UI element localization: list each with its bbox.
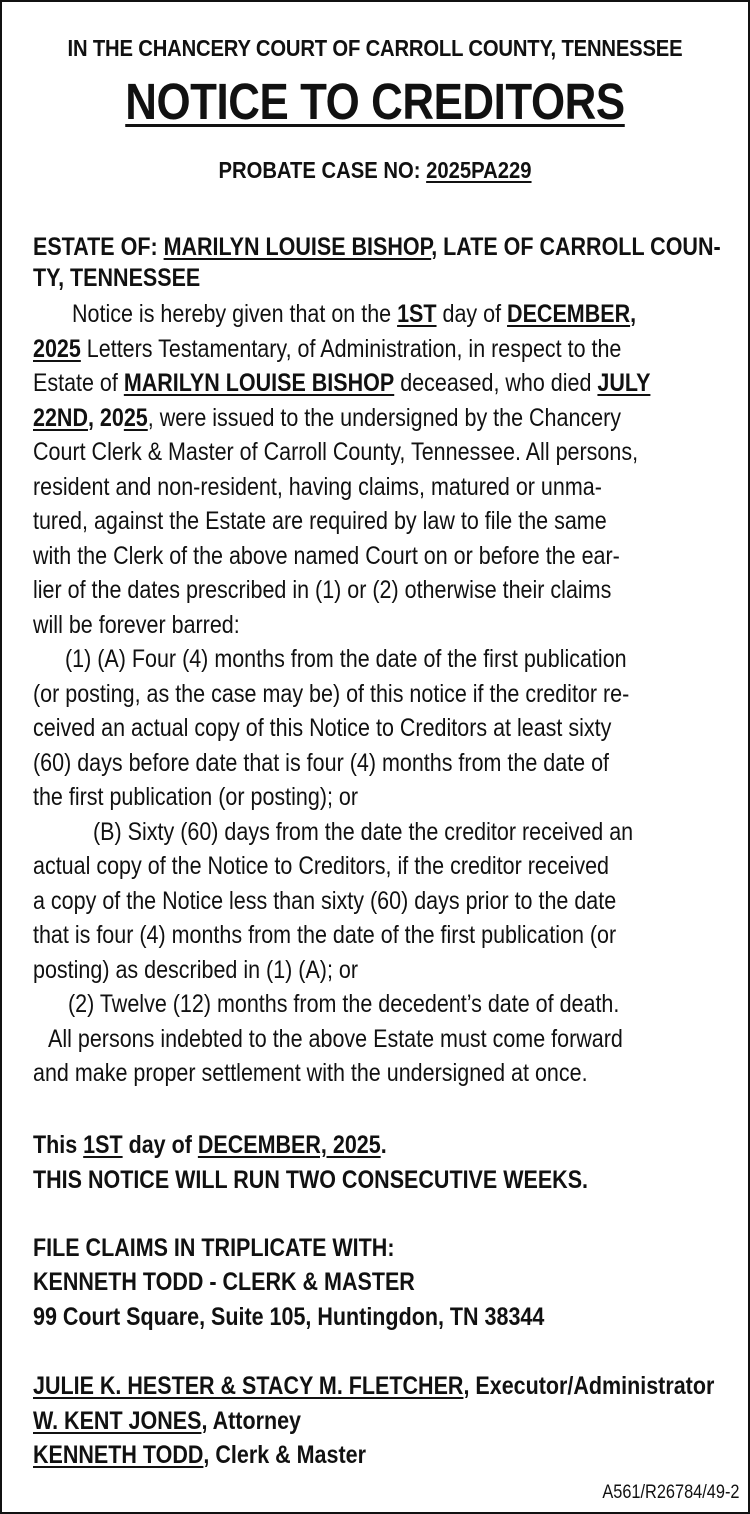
estate-label: ESTATE OF: [33, 233, 164, 261]
attorney-line [33, 1404, 721, 1439]
body-text: deceased, who died [394, 369, 598, 397]
body-line-15: the first publication (or posting); or [33, 783, 359, 811]
body-line-18: a copy of the Notice less than sixty (60) days prior to the date [33, 887, 617, 915]
body-line-23: and make proper settlement with the undersigned at once. [33, 1059, 588, 1087]
claims-heading: FILE CLAIMS IN TRIPLICATE WITH: [33, 1234, 395, 1262]
body-line-17: actual copy of the Notice to Creditors, if the creditor received [33, 852, 609, 880]
court-heading: IN THE CHANCERY COURT OF CARROLL COUNTY, TENNESSEE [67, 35, 683, 61]
death-year-prefix: , 20 [87, 404, 124, 432]
body-line-16: (B) Sixty (60) days from the date the creditor received an [93, 818, 634, 846]
decedent-name: MARILYN LOUISE BISHOP [123, 369, 395, 397]
clerk-name: KENNETH TODD [33, 1441, 204, 1469]
dated-text: . [380, 1131, 387, 1159]
body-line-10: will be forever barred: [33, 611, 240, 639]
death-month: JULY [597, 369, 651, 397]
claims-address: 99 Court Square, Suite 105, Huntingdon, TN 38344 [33, 1303, 545, 1331]
decedent-name: MARILYN LOUISE BISHOP [163, 233, 432, 261]
body-text: day of [436, 300, 508, 328]
body-line-11: (1) (A) Four (4) months from the date of the first publication [65, 645, 627, 673]
run-notice: THIS NOTICE WILL RUN TWO CONSECUTIVE WEEKS. [33, 1166, 589, 1194]
body-line-14: (60) days before date that is four (4) months from the date of [33, 749, 610, 777]
body-line-21: (2) Twelve (12) months from the decedent’s date of death. [68, 990, 620, 1018]
body-line-4 [33, 401, 721, 436]
estate-line-1 [33, 230, 721, 265]
page-title: NOTICE TO CREDITORS [125, 73, 625, 130]
death-year: 25 [123, 404, 148, 432]
estate-rest: , LATE OF CARROLL COUN- [431, 233, 721, 261]
body-line-13: ceived an actual copy of this Notice to Creditors at least sixty [33, 714, 612, 742]
body-line-6: resident and non-resident, having claims, matured or unma- [33, 473, 602, 501]
body-line-8: with the Clerk of the above named Court on or before the ear- [33, 542, 620, 570]
issue-day: 1ST [397, 300, 437, 328]
body-text: , [630, 300, 637, 328]
body-line-5: Court Clerk & Master of Carroll County, Tennessee. All persons, [33, 438, 639, 466]
attorney-role: , Attorney [201, 1407, 301, 1435]
body-text: Estate of [33, 369, 124, 397]
body-text: Notice is hereby given that on the [72, 300, 398, 328]
dated-date: DECEMBER, 2025 [197, 1131, 381, 1159]
body-text: , were issued to the undersigned by the Chancery [147, 404, 622, 432]
issue-month: DECEMBER [507, 300, 631, 328]
executors-line [33, 1369, 721, 1404]
claims-clerk: KENNETH TODD - CLERK & MASTER [33, 1268, 415, 1296]
body-line-2 [33, 332, 721, 367]
body-line-19: that is four (4) months from the date of the first publication (or [33, 921, 617, 949]
case-label: PROBATE CASE NO: [218, 157, 427, 183]
clerk-line [33, 1438, 721, 1473]
body-line-20: posting) as described in (1) (A); or [33, 956, 359, 984]
case-number: 2025PA229 [426, 157, 532, 183]
body-line-12: (or posting, as the case may be) of this notice if the creditor re- [33, 680, 630, 708]
dated-line [33, 1128, 721, 1163]
dated-text: This [33, 1131, 84, 1159]
estate-line-2: TY, TENNESSEE [33, 264, 201, 292]
body-line-22: All persons indebted to the above Estate must come forward [48, 1025, 623, 1053]
executors-role: , Executor/Administrator [463, 1372, 715, 1400]
body-line-3 [33, 366, 721, 401]
dated-text: day of [122, 1131, 198, 1159]
attorney-name: W. KENT JONES [33, 1407, 202, 1435]
body-line-9: lier of the dates prescribed in (1) or (2) otherwise their claims [33, 576, 612, 604]
probate-case-line [47, 157, 703, 184]
dated-day: 1ST [83, 1131, 123, 1159]
body-line-1 [72, 297, 750, 332]
body-line-7: tured, against the Estate are required by law to file the same [33, 507, 607, 535]
executors-names: JULIE K. HESTER & STACY M. FLETCHER [33, 1372, 464, 1400]
body-text: Letters Testamentary, of Administration, in respect to the [80, 335, 622, 363]
death-day: 22ND [33, 404, 88, 432]
reference-code: A561/R26784/49-2 [602, 1482, 740, 1503]
issue-year: 2025 [33, 335, 81, 363]
clerk-role: , Clerk & Master [203, 1441, 366, 1469]
